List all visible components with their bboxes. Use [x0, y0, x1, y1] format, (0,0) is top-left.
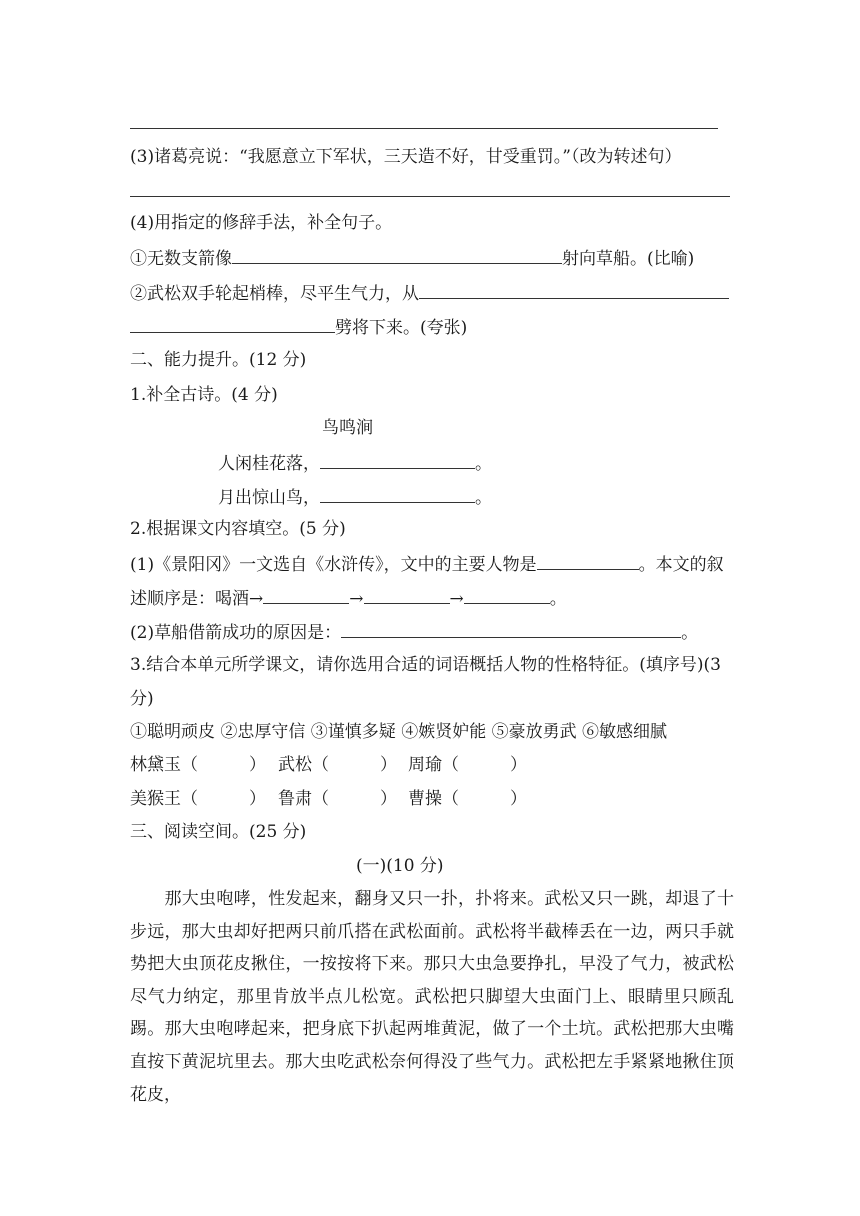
period: 。	[681, 623, 699, 643]
character-blank: 林黛玉（ ）	[130, 755, 266, 775]
poem-line-2	[218, 485, 492, 509]
poem-title: 鸟鸣涧	[322, 418, 373, 438]
text: (2)草船借箭成功的原因是：	[130, 623, 342, 643]
poem-text: 人闲桂花落，	[218, 454, 320, 474]
period: 。	[549, 589, 567, 609]
blank	[364, 586, 450, 604]
problem-3-cont: 分)	[130, 689, 154, 709]
q4-2-suffix: 劈将下来。(夸张)	[335, 318, 468, 338]
period: 。	[475, 488, 492, 508]
blank	[320, 485, 475, 503]
question-4-2	[130, 281, 729, 305]
problem-3: 3.结合本单元所学课文，请你选用合适的词语概括人物的性格特征。(填序号)(3	[130, 655, 721, 675]
poem-line-1	[218, 451, 492, 475]
options: ①聪明顽皮 ②忠厚守信 ③谨慎多疑 ④嫉贤妒能 ⑤豪放勇武 ⑥敏感细腻	[130, 722, 668, 742]
character-row-2	[130, 788, 527, 810]
character-blank: 周瑜（ ）	[408, 755, 527, 775]
blank	[464, 586, 550, 604]
q4-1-suffix: 射向草船。(比喻)	[562, 249, 695, 269]
problem-2: 2.根据课文内容填空。(5 分)	[130, 519, 346, 539]
blank	[419, 281, 729, 299]
text: 。本文的叙	[638, 555, 724, 575]
reading-passage: 那大虫咆哮，性发起来，翻身又只一扑，扑将来。武松又只一跳，却退了十步远，那大虫却好把两只前爪搭在武松面前。武松将半截棒丢在一边，两只手就势把大虫顶花皮揪住，一按按将下来。那只大虫急要挣扎，早没了气力，被武松尽气力纳定，那里肯放半点儿松宽。武松把只脚望大虫面门上、眼睛里只顾乱踢。那大虫咆哮起来，把身底下扒起两堆黄泥，做了一个土坑。武松把那大虫嘴直按下黄泥坑里去。那大虫吃武松奈何得没了些气力。武松把左手紧紧地揪住顶花皮，	[130, 889, 734, 1105]
character-blank: 武松（ ）	[278, 755, 397, 775]
reading-part-1-heading: (一)(10 分)	[356, 856, 444, 876]
blank	[320, 451, 475, 469]
question-4: (4)用指定的修辞手法，补全句子。	[130, 213, 393, 233]
question-4-2-cont	[130, 315, 467, 339]
q4-1-prefix: ①无数支箭像	[130, 249, 232, 269]
blank	[232, 246, 562, 264]
blank	[130, 315, 335, 333]
blank	[537, 552, 639, 570]
section-2-heading: 二、能力提升。(12 分)	[130, 350, 307, 370]
text: (1)《景阳冈》一文选自《水浒传》，文中的主要人物是	[130, 555, 537, 575]
arrow-icon: →	[249, 589, 264, 609]
poem-text: 月出惊山鸟，	[218, 488, 320, 508]
blank	[341, 620, 681, 638]
question-3: (3)诸葛亮说：“我愿意立下军状，三天造不好，甘受重罚。”（改为转述句）	[130, 147, 682, 167]
question-4-1	[130, 246, 694, 270]
text: 述顺序是：喝酒	[130, 589, 249, 609]
character-blank: 美猴王（ ）	[130, 789, 266, 809]
character-blank: 曹操（ ）	[408, 789, 527, 809]
q4-2-prefix: ②武松双手轮起梢棒，尽平生气力，从	[130, 284, 419, 304]
section-3-heading: 三、阅读空间。(25 分)	[130, 822, 307, 842]
blank	[263, 586, 349, 604]
answer-line	[130, 196, 730, 197]
arrow-icon: →	[449, 589, 464, 609]
period: 。	[475, 454, 492, 474]
problem-1: 1.补全古诗。(4 分)	[130, 385, 278, 405]
problem-2-1-cont	[130, 586, 567, 610]
character-row-1	[130, 754, 527, 776]
answer-line	[130, 128, 718, 129]
arrow-icon: →	[349, 589, 364, 609]
problem-2-1	[130, 552, 724, 576]
problem-2-2	[130, 620, 698, 644]
character-blank: 鲁肃（ ）	[278, 789, 397, 809]
